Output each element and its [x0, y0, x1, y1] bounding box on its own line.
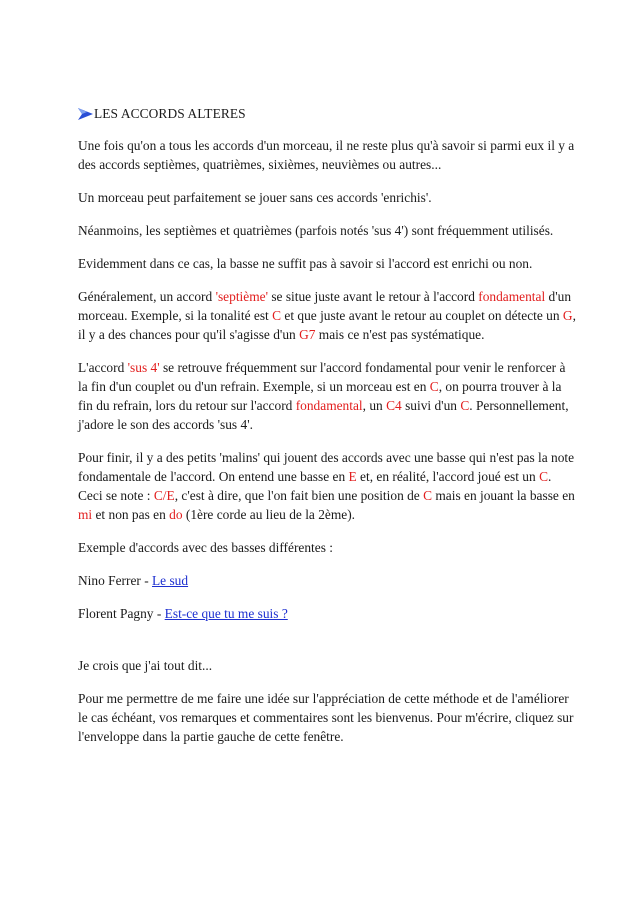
paragraph-slash-chords: Pour finir, il y a des petits 'malins' qui jouent des accords avec une basse qui n'est pas la note fondamentale de l'accord. On entend une basse en E et, en réalité, l'accord joué est un C. Ceci se note : C/E, c'est à dire, que l'on fait bien une position de C mais en jouant la basse en mi et non pas en do (1ère corde au lieu de la 2ème). [78, 450, 575, 522]
paragraph-sus4-usage: Néanmoins, les septièmes et quatrièmes (parfois notés 'sus 4') sont fréquemment utilisés. [78, 223, 554, 238]
paragraph-feedback: Pour me permettre de me faire une idée sur l'appréciation de cette méthode et de l'améliorer le cas échéant, vos remarques et commentaires sont les bienvenus. Pour m'écrire, cliquez sur l'enveloppe dans la partie gauche de cette fenêtre. [78, 691, 574, 744]
highlight-chord-c: C [429, 379, 439, 394]
section-title [78, 104, 578, 123]
highlight-sus4: 'sus 4' [127, 360, 160, 375]
link-le-sud[interactable]: Le sud [152, 573, 189, 588]
example-artist: Florent Pagny - [78, 606, 165, 621]
highlight-chord-c4: C4 [386, 398, 402, 413]
example-artist: Nino Ferrer - [78, 573, 152, 588]
highlight-chord-g7: G7 [299, 327, 316, 342]
paragraph-examples-intro: Exemple d'accords avec des basses différentes : [78, 540, 333, 555]
example-nino-ferrer [78, 571, 578, 590]
paragraph-conclusion: Je crois que j'ai tout dit... [78, 658, 213, 673]
paragraph-enriched: Un morceau peut parfaitement se jouer sans ces accords 'enrichis'. [78, 190, 432, 205]
paragraph-bass: Evidemment dans ce cas, la basse ne suffit pas à savoir si l'accord est enrichi ou non. [78, 256, 533, 271]
paragraph-sus4: L'accord 'sus 4' se retrouve fréquemment sur l'accord fondamental pour venir le renforcer à la fin d'un couplet ou d'un refrain. Exemple, si un morceau est en C, on pourra trouver à la fin du refrain, lors du retour sur l'accord fondamental, un C4 suivi d'un C. Personnellement, j'adore le son des accords 'sus 4'. [78, 360, 569, 432]
arrow-bullet-icon [78, 108, 93, 120]
paragraph-intro: Une fois qu'on a tous les accords d'un morceau, il ne reste plus qu'à savoir si parmi eux il y a des accords septièmes, quatrièmes, sixièmes, neuvièmes ou autres... [78, 138, 575, 172]
highlight-fondamental: fondamental [295, 398, 363, 413]
highlight-note-e: E [348, 469, 357, 484]
highlight-chord-g: G [562, 308, 573, 323]
spacer [78, 637, 578, 656]
highlight-chord-c: C [460, 398, 470, 413]
example-florent-pagny [78, 604, 578, 623]
document-body [78, 104, 578, 760]
highlight-note-do: do [169, 507, 183, 522]
paragraph-seventh: Généralement, un accord 'septième' se situe juste avant le retour à l'accord fondamental d'un morceau. Exemple, si la tonalité est C et que juste avant le retour au couplet on détecte un G, il y a des chances pour qu'il s'agisse d'un G7 mais ce n'est pas systématique. [78, 289, 576, 342]
highlight-chord-c: C [423, 488, 433, 503]
highlight-chord-c: C [272, 308, 282, 323]
highlight-chord-c-e: C/E [153, 488, 175, 503]
highlight-fondamental: fondamental [478, 289, 546, 304]
highlight-septieme: 'septième' [215, 289, 268, 304]
highlight-chord-c: C [539, 469, 548, 484]
section-title-text: LES ACCORDS ALTERES [94, 106, 246, 121]
link-est-ce-que-tu-me-suis[interactable]: Est-ce que tu me suis ? [164, 606, 288, 621]
highlight-note-mi: mi [78, 507, 93, 522]
